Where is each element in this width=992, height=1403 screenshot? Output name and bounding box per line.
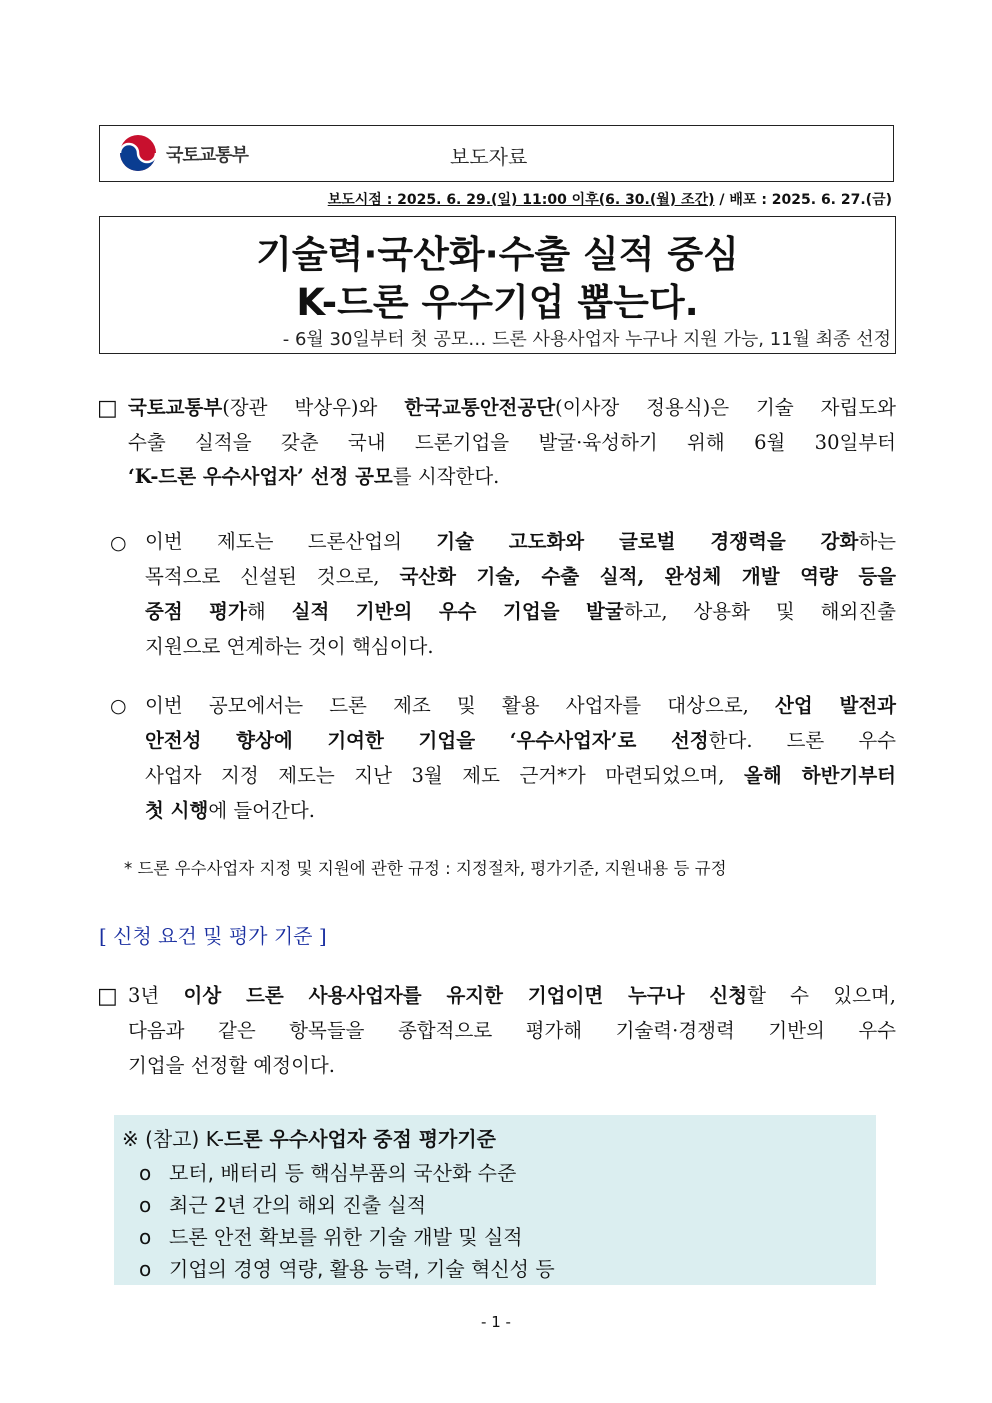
bold-text: 이상 드론 사용사업자를 유지한 기업이면 누구나 신청: [183, 984, 748, 1007]
paragraph-line: 사업자 지정 제도는 지난 3월 제도 근거*가 마련되었으며, 올해 하반기부터: [145, 764, 896, 787]
ministry-name: 국토교통부: [166, 145, 248, 166]
paragraph-line: ‘K-드론 우수사업자’ 선정 공모를 시작한다.: [128, 465, 500, 488]
page-number: - 1 -: [481, 1313, 511, 1331]
bold-text: 국산화 기술, 수출 실적, 완성체 개발 역량 등을: [399, 565, 896, 588]
distribution-date: 배포 : 2025. 6. 27.(금): [729, 192, 892, 208]
paragraph-line: 수출 실적을 갖춘 국내 드론기업을 발굴·육성하기 위해 6월 30일부터: [128, 431, 896, 454]
embargo-time: 보도시점 : 2025. 6. 29.(일) 11:00 이후(6. 30.(월) 조간): [327, 192, 715, 208]
bold-text: 안전성 향상에 기여한 기업을 ‘우수사업자’로 선정: [145, 729, 709, 752]
paragraph-line: 중점 평가해 실적 기반의 우수 기업을 발굴하고, 상용화 및 해외진출: [145, 600, 896, 623]
paragraph-line: 안전성 향상에 기여한 기업을 ‘우수사업자’로 선정한다. 드론 우수: [145, 729, 897, 752]
reference-title: ※ (참고) K-드론 우수사업자 중점 평가기준: [122, 1127, 497, 1151]
footnote: * 드론 우수사업자 지정 및 지원에 관한 규정 : 지정절차, 평가기준, 지원내용 등 규정: [124, 859, 727, 878]
release-info: [328, 189, 892, 209]
paragraph-line: 국토교통부(장관 박상우)와 한국교통안전공단(이사장 정용식)은 기술 자립도와: [128, 396, 896, 419]
bold-text: 중점 평가: [145, 600, 247, 623]
bold-text: ‘K-드론 우수사업자’ 선정 공모: [128, 465, 393, 488]
square-bullet: □: [97, 984, 118, 1009]
bold-text: 국토교통부: [128, 396, 223, 419]
circle-bullet: ○: [110, 695, 127, 717]
reference-item: o 최근 2년 간의 해외 진출 실적: [139, 1193, 427, 1217]
bold-text: 한국교통안전공단: [404, 396, 556, 419]
paragraph-line: 3년 이상 드론 사용사업자를 유지한 기업이면 누구나 신청할 수 있으며,: [128, 984, 896, 1007]
circle-bullet: ○: [110, 532, 127, 554]
paragraph-line: 목적으로 신설된 것으로, 국산화 기술, 수출 실적, 완성체 개발 역량 등을: [145, 565, 896, 588]
section-heading: [ 신청 요건 및 평가 기준 ]: [99, 924, 327, 948]
taegeuk-logo-icon: [118, 133, 158, 173]
square-bullet: □: [97, 396, 118, 421]
reference-item: o 모터, 배터리 등 핵심부품의 국산화 수준: [139, 1161, 517, 1185]
release-separator: /: [714, 192, 730, 208]
paragraph-line: 기업을 선정할 예정이다.: [128, 1054, 335, 1077]
paragraph-line: 이번 제도는 드론산업의 기술 고도화와 글로벌 경쟁력을 강화하는: [145, 530, 896, 553]
paragraph-line: 다음과 같은 항목들을 종합적으로 평가해 기술력·경쟁력 기반의 우수: [128, 1019, 896, 1042]
headline-line-1: 기술력·국산화·수출 실적 중심: [256, 233, 739, 276]
bold-text: 첫 시행: [145, 799, 209, 822]
bold-text: 기술 고도화와 글로벌 경쟁력을 강화: [436, 530, 859, 553]
paragraph-line: 이번 공모에서는 드론 제조 및 활용 사업자를 대상으로, 산업 발전과: [145, 694, 897, 717]
bold-text: 산업 발전과: [775, 694, 897, 717]
headline-line-2: K-드론 우수기업 뽑는다.: [296, 281, 699, 324]
document-type: 보도자료: [450, 145, 528, 169]
reference-item: o 드론 안전 확보를 위한 기술 개발 및 실적: [139, 1225, 523, 1249]
bold-text: 실적 기반의 우수 기업을 발굴: [291, 600, 624, 623]
paragraph-line: 지원으로 연계하는 것이 핵심이다.: [145, 635, 434, 658]
bold-text: 올해 하반기부터: [744, 764, 896, 787]
paragraph-line: 첫 시행에 들어간다.: [145, 799, 315, 822]
subheadline: - 6월 30일부터 첫 공모… 드론 사용사업자 누구나 지원 가능, 11월 최종 선정: [282, 329, 891, 350]
bold-text: 드론 우수사업자 중점 평가기준: [223, 1127, 497, 1151]
reference-item: o 기업의 경영 역량, 활용 능력, 기술 혁신성 등: [139, 1257, 555, 1281]
